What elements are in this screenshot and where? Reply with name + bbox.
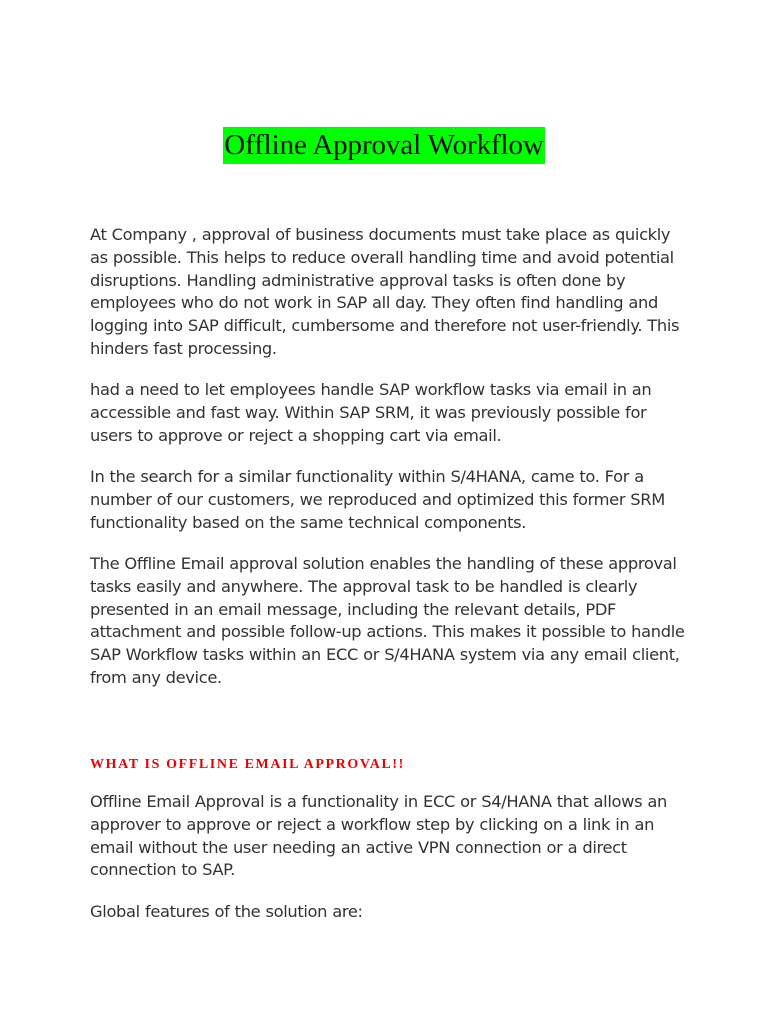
paragraph-need: had a need to let employees handle SAP workflow tasks via email in an accessible and fast way. Within SAP SRM, it was previously possible for users to approve or reject a shopping cart via email. [90, 380, 652, 445]
section-heading: WHAT IS OFFLINE EMAIL APPROVAL!! [90, 757, 405, 772]
paragraph-features-intro: Global features of the solution are: [90, 902, 363, 921]
paragraph-search: In the search for a similar functionality within S/4HANA, came to. For a number of our customers, we reproduced and optimized this former SRM functionality based on the same technical components. [90, 467, 665, 532]
document-title: Offline Approval Workflow [223, 127, 545, 164]
paragraph-definition: Offline Email Approval is a functionality in ECC or S4/HANA that allows an approver to approve or reject a workflow step by clicking on a link in an email without the user needing an active VPN connection or a direct connection to SAP. [90, 792, 667, 880]
paragraph-intro: At Company , approval of business documents must take place as quickly as possible. This helps to reduce overall handling time and avoid potential disruptions. Handling administrative approval tasks is often done by employees who do not work in SAP all day. They often find handling and logging into SAP difficult, cumbersome and therefore not user-friendly. This hinders fast processing. [90, 225, 680, 358]
paragraph-solution: The Offline Email approval solution enables the handling of these approval tasks easily and anywhere. The approval task to be handled is clearly presented in an email message, including the relevant details, PDF attachment and possible follow-up actions. This makes it possible to handle SAP Workflow tasks within an ECC or S/4HANA system via any email client, from any device. [90, 554, 685, 687]
title-container [0, 127, 768, 164]
